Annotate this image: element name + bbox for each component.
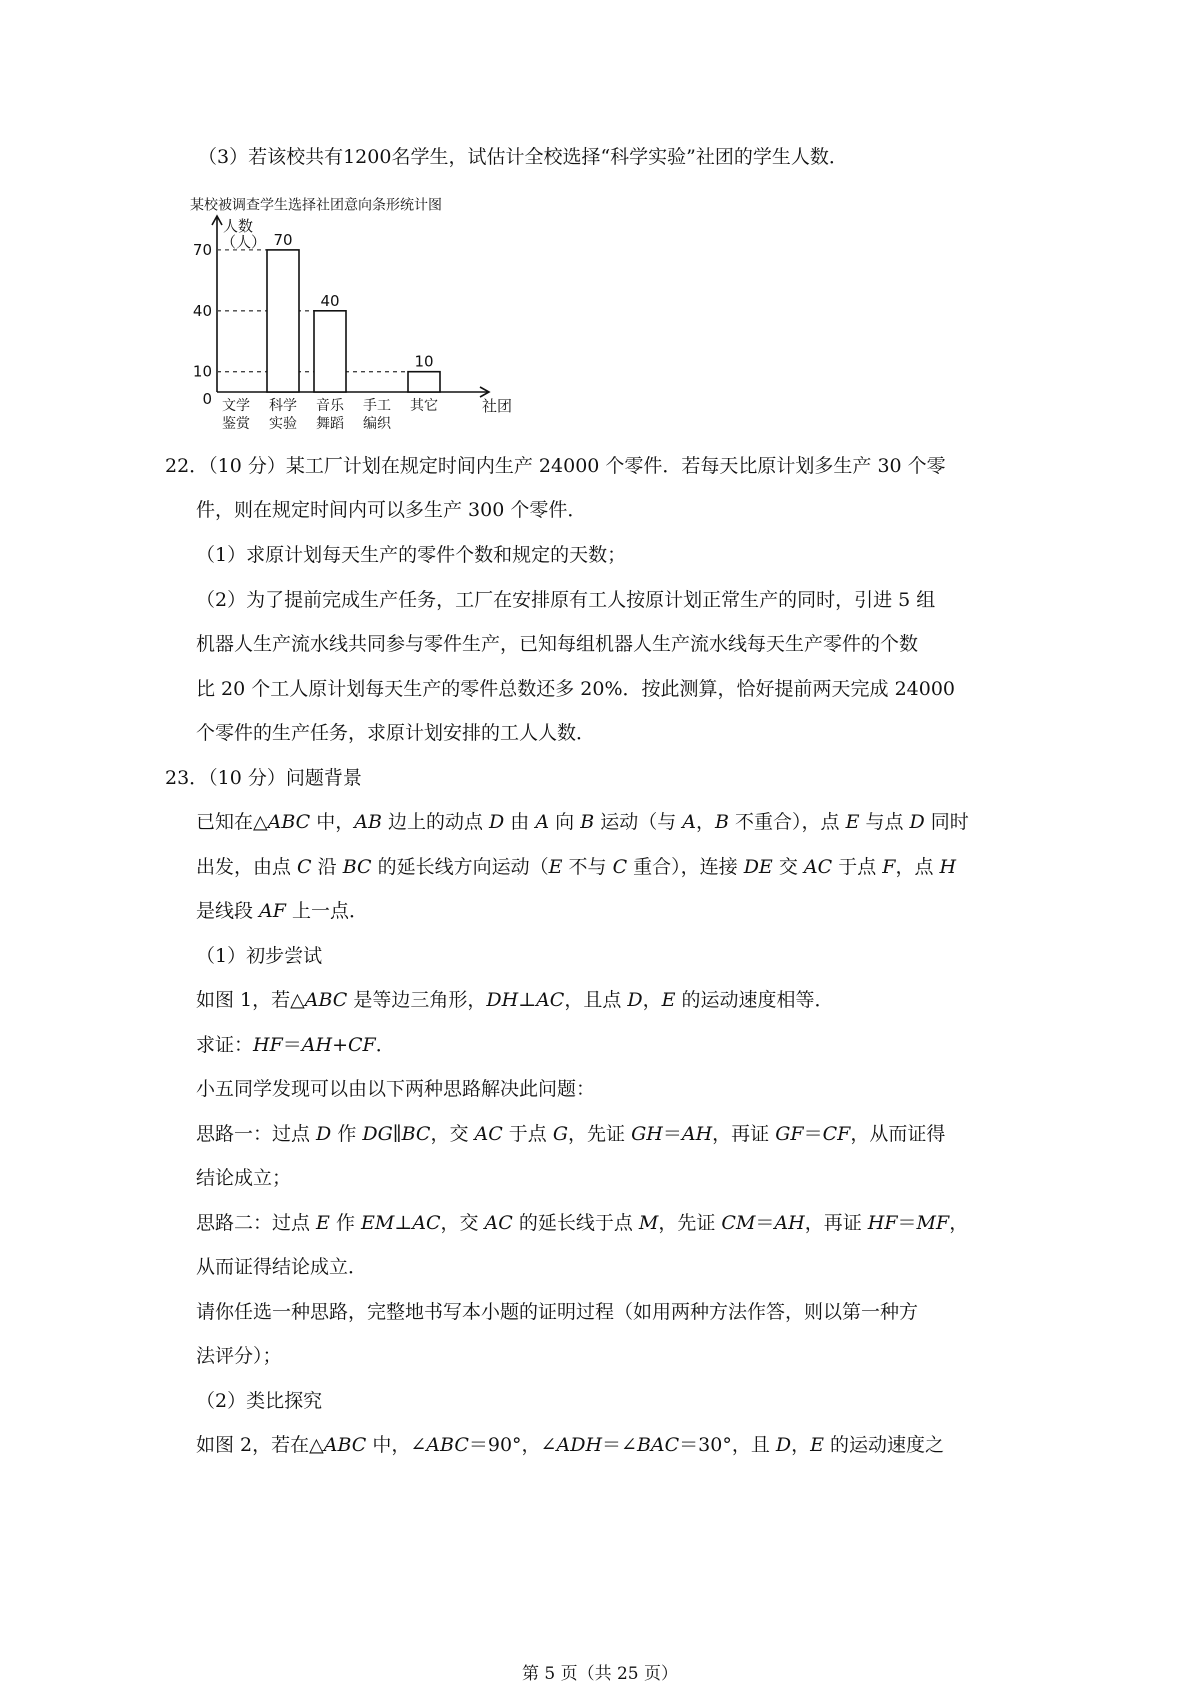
question-23-sub1: （1）初步尝试 (196, 945, 323, 967)
text-run: 于点 (832, 856, 883, 878)
math-symbol: DG (362, 1123, 393, 1145)
bar-科学实验 (267, 250, 299, 392)
math-symbol: C (297, 856, 312, 878)
text-run: 边上的动点 (381, 811, 490, 833)
text-run: ， (949, 1212, 969, 1234)
math-symbol: CM (721, 1212, 756, 1234)
math-symbol: AH (681, 1123, 713, 1145)
text-run: 于点 (502, 1123, 553, 1145)
question-22-part1: （1）求原计划每天生产的零件个数和规定的天数； (196, 544, 627, 566)
bar-音乐舞蹈 (314, 311, 346, 392)
x-axis-label: 社团 (482, 397, 513, 415)
math-symbol: GH (631, 1123, 663, 1145)
text-run: 结论成立； (196, 1167, 292, 1189)
question-22-part2-line4: 个零件的生产任务，求原计划安排的工人人数． (196, 722, 596, 744)
math-symbol: AC (803, 856, 833, 878)
text-run: ＝ (662, 1123, 682, 1145)
math-symbol: E (810, 1434, 825, 1456)
text-run: ＝ (803, 1123, 823, 1145)
text-run: 交 (772, 856, 804, 878)
question-23-title: 23．（10 分）问题背景 (165, 767, 362, 789)
text-run: ，点 (895, 856, 940, 878)
x-tick-label-音乐舞蹈: 音乐 (316, 398, 344, 414)
math-symbol: BAC (636, 1434, 680, 1456)
y-axis-label: 人数 (223, 217, 254, 235)
x-tick-label-手工编织: 手工 (363, 398, 391, 414)
math-symbol: ABC (267, 811, 311, 833)
question-23-background-line1 (196, 810, 969, 834)
y-tick-0: 0 (202, 390, 212, 408)
text-run: ， (695, 811, 715, 833)
math-symbol: F (882, 856, 896, 878)
text-run: 中，∠ (366, 1434, 427, 1456)
text-run: 是线段 (196, 900, 260, 922)
text-run: 的运动速度相等． (675, 989, 834, 1011)
math-symbol: D (627, 989, 643, 1011)
text-run: 作 (329, 1212, 362, 1234)
question-21-part3: （3）若该校共有1200名学生，试估计全校选择“科学实验”社团的学生人数． (198, 146, 848, 168)
question-23-choose-line2: 法评分）； (196, 1345, 282, 1367)
text-run: ⊥ (394, 1212, 413, 1234)
text-run: 沿 (311, 856, 343, 878)
text-run: 不与 (562, 856, 613, 878)
math-symbol: BC (342, 856, 372, 878)
bar-其它 (408, 372, 440, 392)
question-23-prove (196, 1033, 395, 1057)
text-run: ＝ (282, 1034, 302, 1056)
math-symbol: AB (354, 811, 382, 833)
math-symbol: GF (775, 1123, 804, 1145)
math-symbol: E (316, 1212, 330, 1234)
page-footer: 第 5 页（共 25 页） (521, 1664, 679, 1684)
math-symbol: ABC (426, 1434, 469, 1456)
question-23-choose-line1: 请你任选一种思路，完整地书写本小题的证明过程（如用两种方法作答，则以第一种方 (196, 1301, 919, 1323)
math-symbol: E (548, 856, 563, 878)
text-run: 是等边三角形， (347, 989, 487, 1011)
math-symbol: MF (916, 1212, 950, 1234)
question-23-xiaowu: 小五同学发现可以由以下两种思路解决此问题： (196, 1078, 596, 1100)
text-run: ， (642, 989, 662, 1011)
question-23-idea1-line1 (196, 1122, 945, 1146)
text-run: ， (791, 1434, 811, 1456)
question-22-line2: 件，则在规定时间内可以多生产 300 个零件． (196, 499, 587, 521)
math-symbol: B (580, 811, 595, 833)
math-symbol: D (775, 1434, 792, 1456)
question-22-part2-line3: 比 20 个工人原计划每天生产的零件总数还多 20%．按此测算，恰好提前两天完成 24000 (196, 678, 956, 700)
question-23-idea2-line1 (196, 1211, 968, 1235)
question-23-idea1-line2 (196, 1166, 291, 1190)
text-run: 的延长线方向运动（ (371, 856, 549, 878)
math-symbol: D (489, 811, 505, 833)
question-22-part2-line1: （2）为了提前完成生产任务，工厂在安排原有工人按原计划正常生产的同时，引进 5 组 (196, 589, 936, 611)
text-run: ∥ (392, 1123, 402, 1145)
data-label-其它: 10 (414, 352, 434, 371)
y-tick-10: 10 (192, 362, 212, 381)
math-symbol: E (661, 989, 676, 1011)
text-run: 的运动速度之 (824, 1434, 945, 1456)
question-23-background-line3 (196, 899, 368, 923)
math-symbol: M (638, 1212, 659, 1234)
math-symbol: CF (822, 1123, 851, 1145)
text-run: 不重合），点 (728, 811, 846, 833)
text-run: ⊥ (518, 989, 537, 1011)
x-tick-label-科学实验: 科学 (269, 398, 297, 414)
x-tick-label-文学鉴赏: 文学 (222, 398, 250, 414)
bar-chart (188, 195, 528, 440)
math-symbol: AH (774, 1212, 805, 1234)
chart-title: 某校被调查学生选择社团意向条形统计图 (190, 197, 442, 214)
text-run: 出发，由点 (196, 856, 298, 878)
x-tick-label-科学实验-line2: 实验 (269, 416, 297, 432)
math-symbol: D (909, 811, 925, 833)
text-run: ＝ (755, 1212, 775, 1234)
x-tick-label-文学鉴赏-line2: 鉴赏 (222, 416, 250, 432)
question-23-figure1-text (196, 988, 834, 1012)
data-label-科学实验: 70 (273, 230, 293, 249)
text-run: 中， (310, 811, 355, 833)
math-symbol: G (552, 1123, 569, 1145)
math-symbol: E (845, 811, 860, 833)
text-run: 从而证得结论成立． (196, 1256, 368, 1278)
math-symbol: AC (474, 1123, 503, 1145)
math-symbol: AH (301, 1034, 333, 1056)
math-symbol: BC (401, 1123, 431, 1145)
text-run: ＝90°，∠ (468, 1434, 557, 1456)
text-run: 如图 2，若在△ (196, 1434, 324, 1456)
text-run: ，从而证得 (850, 1123, 946, 1145)
question-22-line1: 22．（10 分）某工厂计划在规定时间内生产 24000 个零件．若每天比原计划多生产 30 个零 (165, 455, 946, 477)
question-22-part2-line2: 机器人生产流水线共同参与零件生产，已知每组机器人生产流水线每天生产零件的个数 (196, 633, 919, 655)
math-symbol: CF (348, 1034, 376, 1056)
text-run: 已知在△ (196, 811, 268, 833)
text-run: ，交 (440, 1212, 485, 1234)
text-run: + (332, 1034, 349, 1056)
math-symbol: ABC (304, 989, 348, 1011)
math-symbol: AC (536, 989, 565, 1011)
math-symbol: A (682, 811, 696, 833)
text-run: ＝ (897, 1212, 917, 1234)
question-23-sub2: （2）类比探究 (196, 1390, 323, 1412)
text-run: ＝30°，且 (679, 1434, 776, 1456)
math-symbol: H (939, 856, 957, 878)
text-run: ＝∠ (602, 1434, 637, 1456)
math-symbol: ADH (556, 1434, 603, 1456)
y-tick-70: 70 (192, 240, 212, 259)
math-symbol: HF (867, 1212, 898, 1234)
text-run: ，且点 (564, 989, 628, 1011)
question-23-idea2-line2 (196, 1255, 367, 1279)
x-tick-label-音乐舞蹈-line2: 舞蹈 (316, 416, 344, 432)
x-tick-label-手工编织-line2: 编织 (363, 416, 391, 432)
text-run: 的延长线于点 (512, 1212, 639, 1234)
text-run: 与点 (859, 811, 910, 833)
text-run: ，再证 (804, 1212, 868, 1234)
data-label-音乐舞蹈: 40 (320, 291, 340, 310)
math-symbol: B (715, 811, 729, 833)
y-tick-40: 40 (192, 301, 212, 320)
math-symbol: AF (259, 900, 286, 922)
question-23-figure2-text (196, 1433, 944, 1457)
math-symbol: C (612, 856, 628, 878)
text-run: 向 (549, 811, 581, 833)
text-run: ，再证 (712, 1123, 776, 1145)
math-symbol: AC (484, 1212, 513, 1234)
y-axis-unit: （人） (221, 233, 267, 251)
math-symbol: ABC (323, 1434, 367, 1456)
text-run: 如图 1，若△ (196, 989, 305, 1011)
text-run: 运动（与 (594, 811, 683, 833)
text-run: 重合），连接 (627, 856, 744, 878)
text-run: 作 (331, 1123, 363, 1145)
text-run: 由 (504, 811, 536, 833)
text-run: 求证： (196, 1034, 254, 1056)
text-run: ，先证 (568, 1123, 632, 1145)
math-symbol: HF (253, 1034, 283, 1056)
question-23-background-line2 (196, 855, 956, 879)
text-run: ，交 (430, 1123, 475, 1145)
math-symbol: D (316, 1123, 332, 1145)
x-tick-label-其它: 其它 (410, 398, 438, 414)
text-run: 思路二：过点 (196, 1212, 317, 1234)
text-run: ，先证 (658, 1212, 722, 1234)
math-symbol: AC (412, 1212, 441, 1234)
text-run: 同时 (924, 811, 969, 833)
text-run: ． (375, 1034, 395, 1056)
math-symbol: DE (743, 856, 773, 878)
math-symbol: EM (361, 1212, 395, 1234)
math-symbol: DH (486, 989, 519, 1011)
text-run: 上一点． (285, 900, 368, 922)
text-run: 思路一：过点 (196, 1123, 317, 1145)
math-symbol: A (535, 811, 550, 833)
